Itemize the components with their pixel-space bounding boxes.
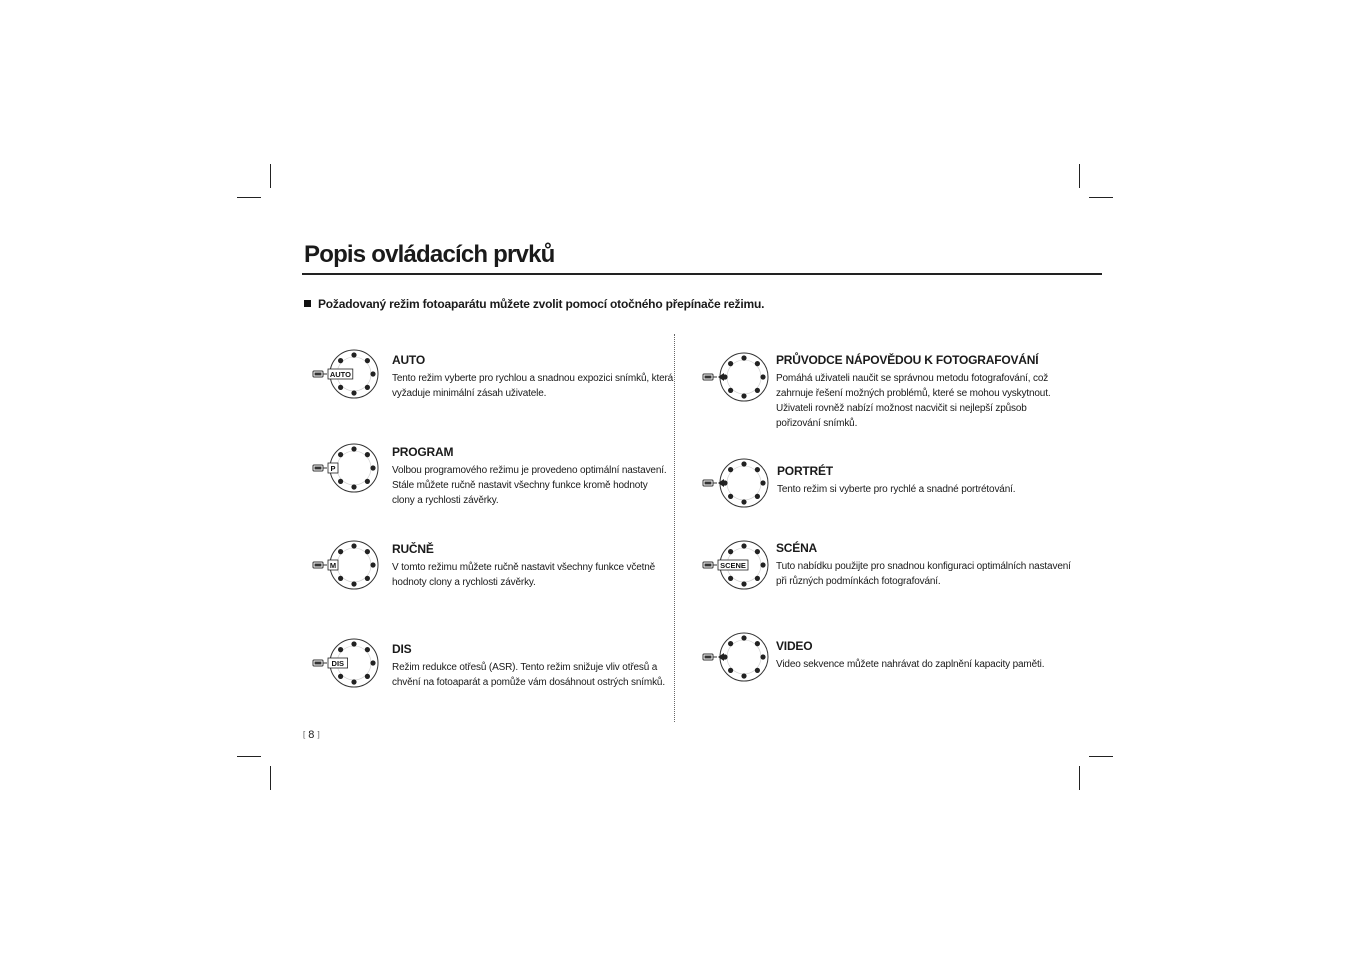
mode-auto [392, 353, 692, 401]
svg-text:DIS: DIS [331, 659, 345, 668]
mode-dial-icon [311, 636, 383, 690]
mode-heading: DIS [392, 642, 412, 656]
mode-dial-icon [701, 456, 773, 510]
mode-portrait [777, 464, 1077, 497]
svg-text:P: P [330, 464, 336, 473]
mode-dial-icon [311, 347, 383, 401]
mode-dial-icon [701, 630, 773, 684]
page-number [303, 729, 320, 741]
mode-manual [392, 542, 662, 590]
mode-dial-icon [701, 350, 773, 404]
svg-text:AUTO: AUTO [329, 370, 351, 379]
mode-dis [392, 642, 667, 690]
mode-heading: VIDEO [776, 639, 813, 653]
crop-mark [270, 164, 271, 188]
mode-heading: PRŮVODCE NÁPOVĚDOU K FOTOGRAFOVÁNÍ [776, 353, 1039, 367]
mode-dial-icon [701, 538, 773, 592]
mode-description: Tento režim vyberte pro rychlou a snadnou expozici snímků, která vyžaduje minimální zásah uživatele. [392, 373, 674, 399]
crop-mark [1079, 766, 1080, 790]
svg-text:M: M [329, 561, 337, 570]
mode-dial-icon [311, 441, 383, 495]
mode-description: V tomto režimu můžete ručně nastavit všechny funkce včetně hodnoty clony a rychlosti závěrky. [392, 562, 656, 588]
intro-text: Požadovaný režim fotoaparátu můžete zvolit pomocí otočného přepínače režimu. [318, 297, 765, 311]
page-number-value: 8 [308, 729, 315, 741]
bracket-open: [ [303, 730, 306, 739]
square-bullet-icon [304, 300, 311, 307]
mode-scene [776, 541, 1076, 589]
mode-program [392, 445, 667, 508]
bracket-close: ] [317, 730, 320, 739]
mode-description: Tuto nabídku použijte pro snadnou konfiguraci optimálních nastavení při různých podmínkách fotografování. [776, 561, 1071, 587]
crop-mark [1089, 756, 1113, 757]
crop-mark [270, 766, 271, 790]
crop-mark [1089, 197, 1113, 198]
mode-guide [776, 353, 1051, 431]
mode-heading: PORTRÉT [777, 464, 833, 478]
mode-heading: SCÉNA [776, 541, 818, 555]
svg-text:SCENE: SCENE [720, 561, 746, 570]
mode-heading: RUČNĚ [392, 542, 434, 556]
crop-mark [237, 756, 261, 757]
intro-line [304, 297, 764, 311]
crop-mark [237, 197, 261, 198]
mode-heading: AUTO [392, 353, 425, 367]
mode-description: Pomáhá uživateli naučit se správnou metodu fotografování, což zahrnuje řešení možných problémů, které se mohou vyskytnout. Uživateli rovněž nabízí možnost nacvičit si nejlepší způsob pořizování snímků. [776, 373, 1051, 429]
mode-heading: PROGRAM [392, 445, 454, 459]
mode-dial-icon [311, 538, 383, 592]
crop-mark [1079, 164, 1080, 188]
mode-description: Tento režim si vyberte pro rychlé a snadné portrétování. [777, 484, 1016, 495]
mode-description: Video sekvence můžete nahrávat do zaplnění kapacity paměti. [776, 659, 1045, 670]
mode-description: Režim redukce otřesů (ASR). Tento režim snižuje vliv otřesů a chvění na fotoaparát a pomůže vám dosáhnout ostrých snímků. [392, 662, 665, 688]
title-rule [302, 273, 1102, 275]
page-title: Popis ovládacích prvků [304, 241, 555, 268]
mode-video [776, 639, 1076, 672]
mode-description: Volbou programového režimu je provedeno optimální nastavení. Stále můžete ručně nastavit všechny funkce kromě hodnoty clony a rychlosti závěrky. [392, 465, 667, 506]
